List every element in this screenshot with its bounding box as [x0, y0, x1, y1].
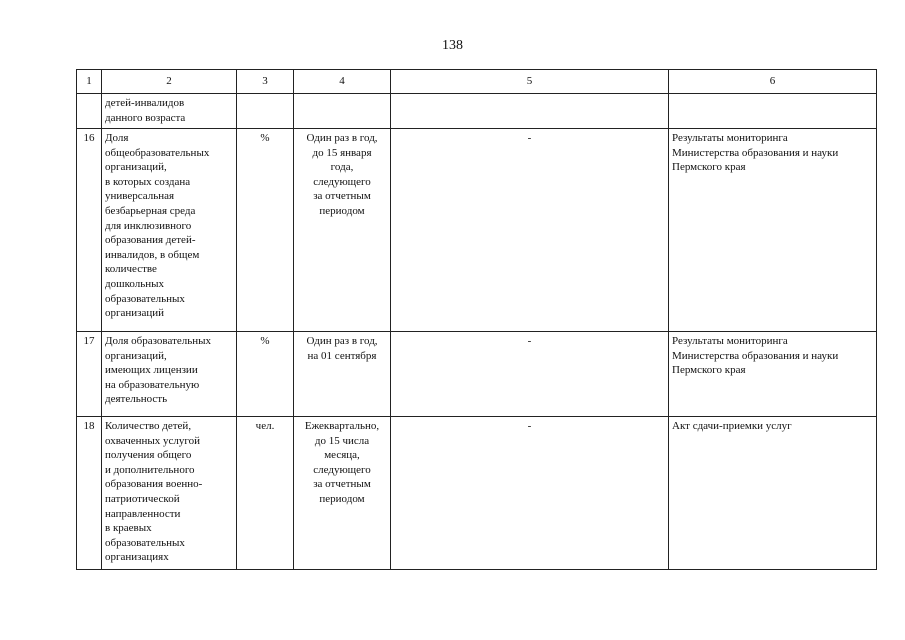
period-cell: [294, 94, 391, 129]
header-cell-2: 2: [102, 70, 237, 94]
indicators-table: [76, 69, 877, 570]
unit-cell: [237, 94, 294, 129]
table-row: [77, 94, 877, 129]
table-row: [77, 129, 877, 332]
table-row: [77, 332, 877, 417]
unit-cell: %: [237, 129, 294, 332]
period-cell: Ежеквартально, до 15 числа месяца, следующего за отчетным периодом: [294, 417, 391, 570]
indicator-cell: детей-инвалидов данного возраста: [102, 94, 237, 129]
row-number-cell: 16: [77, 129, 102, 332]
header-cell-3: 3: [237, 70, 294, 94]
source-cell: Результаты мониторинга Министерства образования и науки Пермского края: [669, 129, 877, 332]
source-cell: Акт сдачи-приемки услуг: [669, 417, 877, 570]
method-cell: -: [391, 129, 669, 332]
method-cell: [391, 94, 669, 129]
page-number: 138: [442, 38, 463, 53]
method-cell: -: [391, 332, 669, 417]
source-cell: [669, 94, 877, 129]
indicator-cell: Количество детей, охваченных услугой получения общего и дополнительного образования военно- патриотической направленности в краевых образовательных организациях: [102, 417, 237, 570]
header-cell-4: 4: [294, 70, 391, 94]
unit-cell: %: [237, 332, 294, 417]
row-number-cell: 18: [77, 417, 102, 570]
table-header-row: [77, 70, 877, 94]
period-cell: Один раз в год, на 01 сентября: [294, 332, 391, 417]
unit-cell: чел.: [237, 417, 294, 570]
header-cell-5: 5: [391, 70, 669, 94]
source-cell: Результаты мониторинга Министерства образования и науки Пермского края: [669, 332, 877, 417]
period-cell: Один раз в год, до 15 января года, следующего за отчетным периодом: [294, 129, 391, 332]
header-cell-6: 6: [669, 70, 877, 94]
row-number-cell: 17: [77, 332, 102, 417]
method-cell: -: [391, 417, 669, 570]
row-number-cell: [77, 94, 102, 129]
indicator-cell: Доля общеобразовательных организаций, в которых создана универсальная безбарьерная среда для инклюзивного образования детей- инвалидов, в общем количестве дошкольных образовательных организаций: [102, 129, 237, 332]
table-row: [77, 417, 877, 570]
indicator-cell: Доля образовательных организаций, имеющих лицензии на образовательную деятельность: [102, 332, 237, 417]
header-cell-1: 1: [77, 70, 102, 94]
